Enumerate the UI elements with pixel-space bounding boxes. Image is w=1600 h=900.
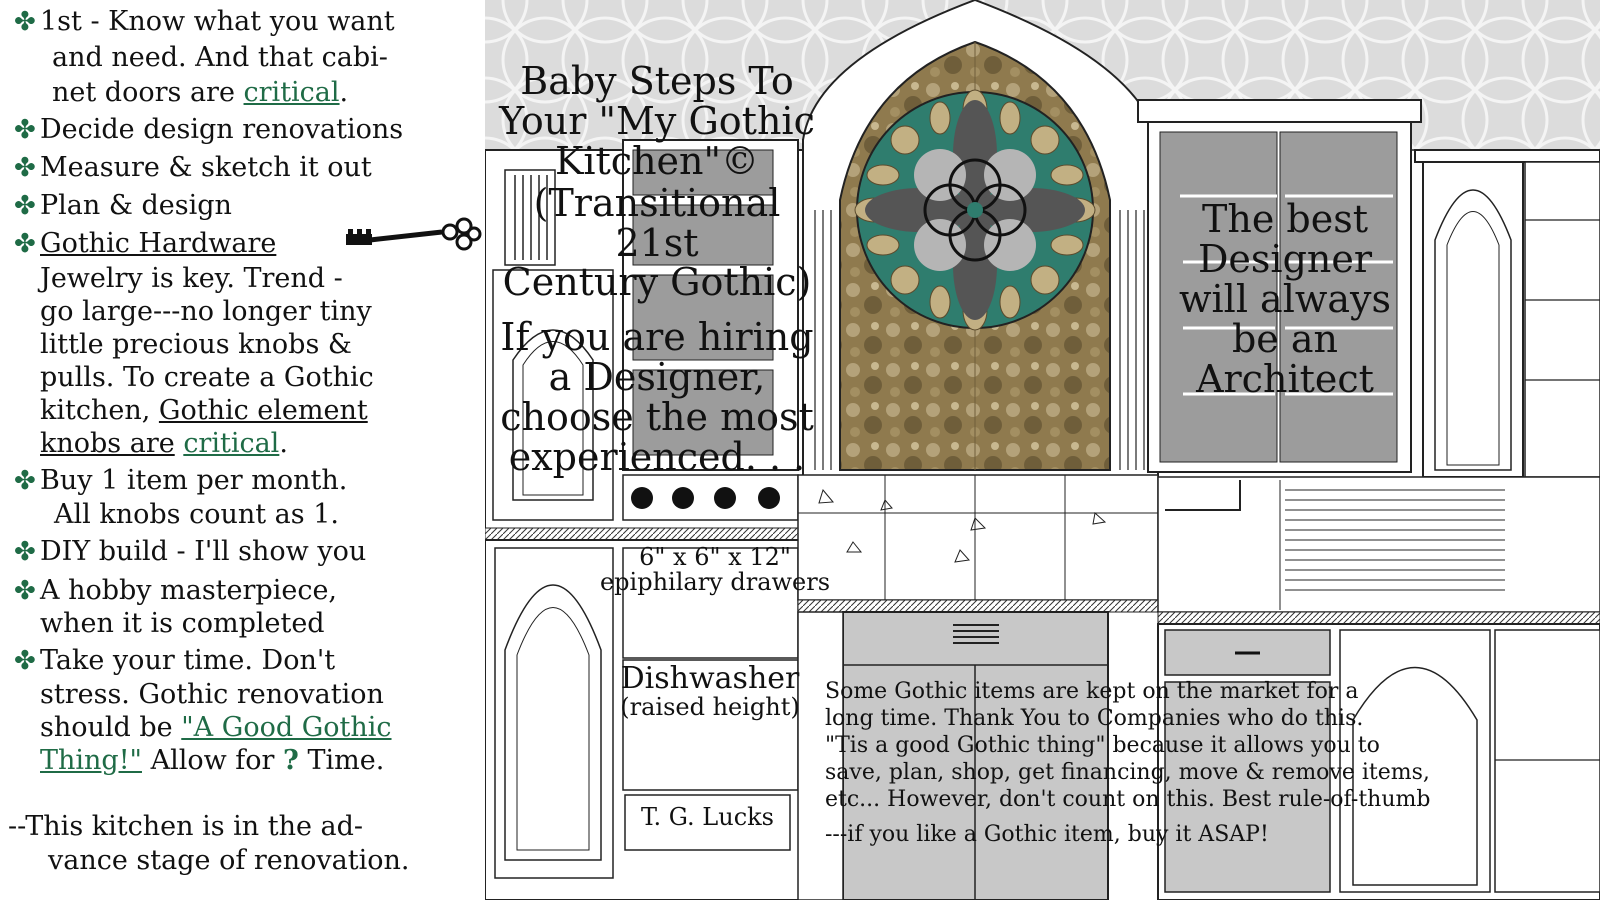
allow-text: Allow for xyxy=(150,745,275,776)
dishwasher-label xyxy=(605,663,815,720)
step-5-line-1: Jewelry is key. Trend - xyxy=(40,263,343,294)
step-6-line-2: All knobs count as 1. xyxy=(54,499,339,530)
critical-link[interactable]: critical xyxy=(183,428,280,459)
architect-line-5: Architect xyxy=(1196,356,1374,401)
title-line-4: (Transitional 21st xyxy=(533,180,781,265)
knobs-are-link[interactable]: knobs are xyxy=(40,428,175,459)
title-block xyxy=(487,59,827,305)
steps-column xyxy=(0,0,485,900)
hire-line-2: a Designer, xyxy=(548,354,766,399)
step-5-line-6 xyxy=(40,427,288,460)
architect-line-1: The best xyxy=(1202,197,1368,241)
clover-icon: ✤ xyxy=(14,646,36,676)
step-4 xyxy=(14,189,232,223)
market-note xyxy=(825,678,1525,848)
clover-icon: ✤ xyxy=(14,191,36,221)
architect-line-4: be an xyxy=(1231,316,1339,361)
step-8-line-1: A hobby masterpiece, xyxy=(40,575,337,606)
title-line-2: Your "My Gothic xyxy=(499,98,815,143)
good-gothic-thing-link[interactable]: "A Good Gothic xyxy=(181,712,392,743)
market-line-5: etc... However, don't count on this. Best rule-of-thumb xyxy=(825,787,1431,812)
step-5-line-4: pulls. To create a Gothic xyxy=(40,362,374,393)
hire-line-4: experienced. . . xyxy=(508,434,806,479)
kitchen-elevation xyxy=(485,0,1600,900)
clover-icon: ✤ xyxy=(14,466,36,496)
time-text: Time. xyxy=(307,745,385,776)
step-7-text: DIY build - I'll show you xyxy=(40,536,367,567)
gothic-hardware-link[interactable]: Gothic Hardware xyxy=(40,228,277,259)
step-9-text: should be xyxy=(40,712,173,743)
market-line-6: ---if you like a Gothic item, buy it ASAP! xyxy=(825,822,1269,847)
question-mark: ? xyxy=(283,745,299,776)
step-8-line-2: when it is completed xyxy=(40,608,325,639)
step-5-line-2: go large---no longer tiny xyxy=(40,296,372,327)
period: . xyxy=(339,77,349,108)
step-3-text: Measure & sketch it out xyxy=(40,152,372,183)
step-9-line-3 xyxy=(40,711,392,744)
skeleton-key-icon xyxy=(342,212,482,260)
signature: T. G. Lucks xyxy=(640,803,774,831)
clover-icon: ✤ xyxy=(14,537,36,567)
hire-line-3: choose the most xyxy=(500,394,814,439)
step-4-text: Plan & design xyxy=(40,190,232,221)
footer-line-2: vance stage of renovation. xyxy=(48,845,410,876)
step-1-line-2: and need. And that cabi- xyxy=(52,42,388,73)
market-line-4: save, plan, shop, get financing, move & remove items, xyxy=(825,760,1430,785)
footer-line-1: --This kitchen is in the ad- xyxy=(8,811,364,842)
step-9-line-4 xyxy=(40,744,384,777)
clover-icon: ✤ xyxy=(14,229,36,259)
step-8 xyxy=(14,574,337,608)
step-2-text: Decide design renovations xyxy=(40,114,404,145)
step-2 xyxy=(14,113,403,147)
step-1-line-3 xyxy=(52,76,348,109)
market-line-1: Some Gothic items are kept on the market for a xyxy=(825,679,1359,704)
dishwasher-note: (raised height) xyxy=(620,692,800,721)
step-5-line-3: little precious knobs & xyxy=(40,329,352,360)
drawers-name: epiphilary drawers xyxy=(599,568,831,597)
step-6-line-1: Buy 1 item per month. xyxy=(40,465,348,496)
clover-icon: ✤ xyxy=(14,115,36,145)
step-5-text: kitchen, xyxy=(40,395,151,426)
hire-line-1: If you are hiring xyxy=(500,315,814,359)
step-9-line-2: stress. Gothic renovation xyxy=(40,679,384,710)
architect-quote xyxy=(1160,197,1410,401)
step-1 xyxy=(14,5,395,39)
market-line-3: "Tis a good Gothic thing" because it allows you to xyxy=(825,733,1380,758)
drawers-dimensions: 6" x 6" x 12" xyxy=(639,543,791,571)
drawers-label xyxy=(585,545,845,595)
period: . xyxy=(279,428,288,459)
clover-icon: ✤ xyxy=(14,576,36,606)
architect-line-3: will always xyxy=(1178,276,1392,321)
step-5-line-5 xyxy=(40,394,368,427)
clover-icon: ✤ xyxy=(14,7,36,37)
clover-icon: ✤ xyxy=(14,153,36,183)
good-gothic-thing-link-end[interactable]: Thing!" xyxy=(40,745,142,776)
step-6 xyxy=(14,464,347,498)
step-3 xyxy=(14,151,372,185)
dishwasher-title: Dishwasher xyxy=(620,661,800,696)
title-line-5: Century Gothic) xyxy=(502,260,812,305)
step-1-text: net doors are xyxy=(52,77,235,108)
architect-line-2: Designer xyxy=(1197,236,1373,281)
step-9-line-1: Take your time. Don't xyxy=(40,645,336,676)
step-7 xyxy=(14,535,366,569)
title-line-1: Baby Steps To xyxy=(520,59,794,103)
hiring-advice xyxy=(487,315,827,479)
step-5 xyxy=(14,227,276,261)
critical-link[interactable]: critical xyxy=(243,77,340,108)
step-1-line-1: 1st - Know what you want xyxy=(40,6,395,37)
gothic-element-link[interactable]: Gothic element xyxy=(158,395,368,426)
market-line-2: long time. Thank You to Companies who do this. xyxy=(825,706,1364,731)
step-9 xyxy=(14,644,335,678)
title-line-3: Kitchen"© xyxy=(554,138,759,183)
